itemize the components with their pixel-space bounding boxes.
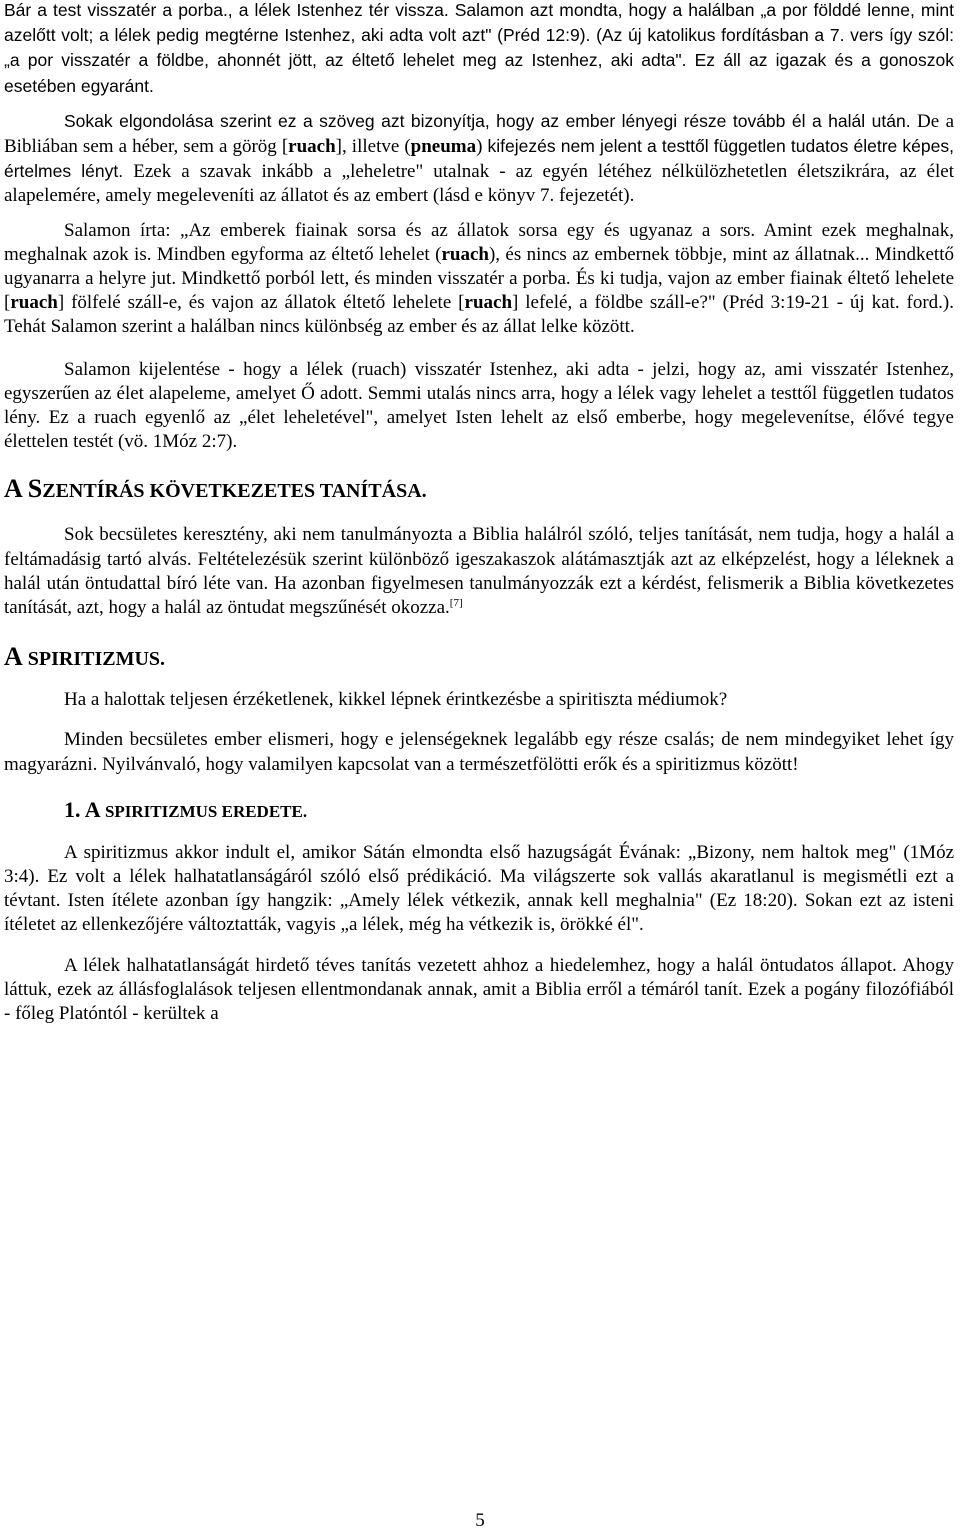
paragraph-3-text-4: ] lefelé, a földbe száll-e?" (Préd 3:19-21 - új kat. ford.). Tehát Salamon szerint a halálban nincs különbség az ember és az állat lelke között. (4, 292, 954, 338)
paragraph-5-text: Sok becsületes keresztény, aki nem tanulmányozta a Biblia halálról szóló, teljes tanítását, nem tudja, hogy a halál a feltámadásig tartó alvás. Feltételezésük szerint különböző igeszakaszok alátámasztják azt az elképzelést, hogy a léleknek a halál után öntudattal bíró léte van. Ha azonban figyelmesen tanulmányozzák ezt a kérdést, felismerik a Biblia következetes tanítását, azt, hogy a halál az öntudat megszűnését okozza. (4, 524, 954, 619)
paragraph-3-text: Salamon írta: „Az emberek fiainak sorsa és az állatok sorsa egy és ugyanaz a sors. Amint ezek meghalnak, meghalnak azok is. Mindben egyforma az éltető lehelet ( (4, 219, 954, 265)
term-pneuma: pneuma (410, 136, 477, 158)
paragraph-3-text-3: ] fölfelé száll-e, és vajon az állatok éltető lehelete [ (57, 292, 465, 314)
paragraph-6: Ha a halottak teljesen érzéketlenek, kikkel lépnek érintkezésbe a spiritiszta médiumok? (64, 689, 728, 711)
paragraph-2-sans-part: Sokak elgondolása szerint ez a szöveg azt bizonyítja, hogy az ember lényegi része tovább él a halál után. (64, 110, 918, 131)
paragraph-2-text: De a Bibliában sem a héber, sem a görög [ (4, 110, 954, 158)
section-heading-consistent-teaching (4, 476, 954, 504)
section-heading-spiritism (4, 644, 954, 672)
paragraph-2-text-2: ], illetve ( (335, 136, 411, 158)
heading-cap-2: S (27, 474, 43, 504)
paragraph-2-text-4: Ezek a szavak inkább a „leheletre" utalnak - az egyén létéhez nélkülözhetetlen életszikrára, az élet alapelemére, amely megeleveníti az állatot és az embert (lásd e könyv 7. fejezetét). (4, 161, 954, 207)
footnote-ref[interactable]: [7] (449, 597, 463, 610)
subsection-heading-origin (4, 797, 954, 825)
term-ruach-3: ruach (10, 292, 58, 314)
heading-rest-2: SPIRITIZMUS. (22, 648, 166, 671)
paragraph-9: A lélek halhatatlanságát hirdető téves tanítás vezetett ahhoz a hiedelemhez, hogy a halál öntudatos állapot. Ahogy láttuk, ezek az állásfoglalások teljesen ellentmondanak annak, amit a Biblia erről a témáról tanít. Ezek a pogány filozófiából - főleg Platóntól - kerültek a (4, 954, 954, 1025)
paragraph-3-text-2: ), és nincs az embernek többje, mint az állatnak... Mindkettő ugyanarra a helyre jut. Mindkettő porból lett, és minden visszatér a porba. És ki tudja, vajon az ember fiainak éltető lehelete [ (4, 243, 954, 314)
paragraph-7: Minden becsületes ember elismeri, hogy e jelenségeknek legalább egy része csalás; de nem mindegyiket lehet így magyarázni. Nyilvánvaló, hogy valamilyen kapcsolat van a természetfölötti erők és a spiritizmus között! (4, 729, 954, 775)
paragraph-8: A spiritizmus akkor indult el, amikor Sátán elmondta első hazugságát Évának: „Bizony, nem haltok meg" (1Móz 3:4). Ez volt a lélek halhatatlanságáról szóló első prédikáció. Ma világszerte sok vallás akaratlanul is megismétli ezt a tévtant. Isten ítélete azonban így hangzik: „Amely lélek vétkezik, annak kell meghalnia" (Ez 18:20). Sokan ezt az isteni ítéletet az ellenkezőjére változtatták, vagyis „a lélek, még ha vétkezik is, örökké él". (4, 841, 954, 936)
term-ruach: ruach (288, 136, 336, 158)
page-number: 5 (475, 1510, 485, 1531)
heading-cap: A (4, 474, 23, 504)
term-ruach-2: ruach (441, 243, 489, 265)
heading-rest: ZENTÍRÁS KÖVETKEZETES TANÍTÁSA. (42, 480, 427, 503)
paragraph-1-sans-part: Bár a test visszatér a porba., a lélek Istenhez tér vissza. Salamon azt mondta, hogy a halálban „a por földdé lenne, mint azelőtt volt; a lélek pedig megtérne Istenhez, aki adta volt azt" (Préd 12:9). (4, 0, 954, 46)
paragraph-3 (4, 219, 954, 340)
paragraph-2-text-3: ) (476, 136, 488, 158)
paragraph-4: Salamon kijelentése - hogy a lélek (ruach) visszatér Istenhez, aki adta - jelzi, hogy az, ami visszatér Istenhez, egyszerűen az élet alapeleme, amelyet Ő adott. Semmi utalás nincs arra, hogy a lélek vagy lehelet a testtől független tudatos lény. Ez a ruach egyenlő az „élet leheletével", amelyet Isten lehelt az első emberbe, hogy megelevenítse, élővé tegye élettelen testét (vö. 1Móz 2:7). (4, 358, 954, 453)
paragraph-1 (4, 0, 954, 99)
subheading-rest: SPIRITIZMUS EREDETE. (100, 801, 308, 821)
paragraph-2 (4, 109, 954, 209)
term-ruach-4: ruach (464, 292, 513, 314)
heading-cap-3: A (4, 642, 23, 672)
paragraph-5 (4, 523, 954, 620)
subheading-cap: A (84, 796, 101, 822)
paragraph-2-sans-part-2: kifejezés nem jelent a testtől független tudatos életre képes, értelmes lényt. (4, 136, 954, 182)
paragraph-1-sans-part-2: (Az új katolikus fordításban a 7. vers így szól: „a por visszatér a földbe, ahonnét jött, az éltető lehelet meg az Istenhez, aki adta". Ez áll az igazak és a gonoszok esetében egyaránt. (4, 25, 954, 96)
subheading-number: 1. (64, 796, 85, 822)
